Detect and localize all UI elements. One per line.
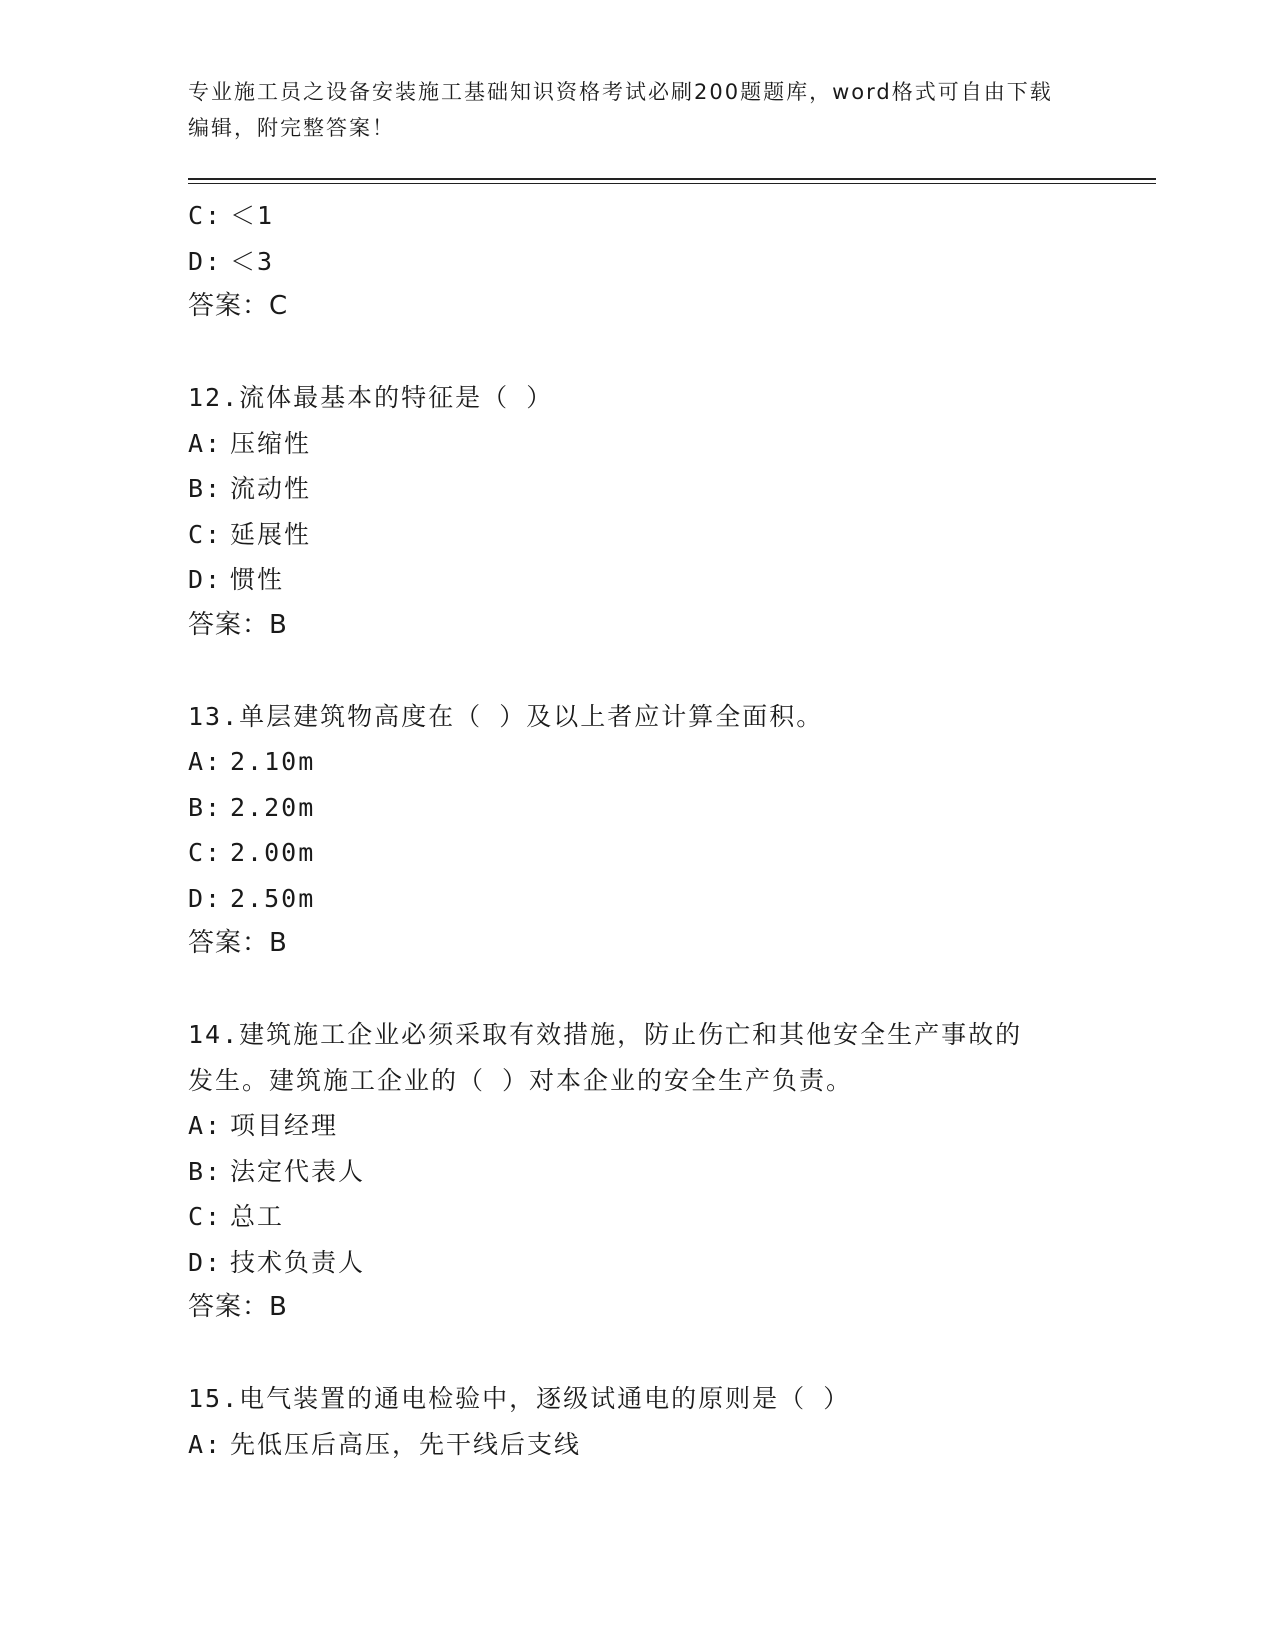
- option-b: B: 流动性: [188, 474, 312, 503]
- question-block-12: [188, 375, 1088, 648]
- answer-line: 答案：B: [188, 1292, 288, 1322]
- option-c: C: ＜1: [188, 201, 275, 230]
- question-stem: 12.流体最基本的特征是（ ）: [188, 383, 554, 412]
- option-d: D: 2.50m: [188, 883, 316, 913]
- question-block-14: [188, 1012, 1088, 1331]
- header-divider-thin: [188, 183, 1156, 184]
- option-a: A: 项目经理: [188, 1111, 339, 1140]
- option-a: A: 先低压后高压，先干线后支线: [188, 1429, 582, 1459]
- question-stem: 13.单层建筑物高度在（ ）及以上者应计算全面积。: [188, 701, 824, 731]
- question-stem-line-1: 14.建筑施工企业必须采取有效措施，防止伤亡和其他安全生产事故的: [188, 1020, 1023, 1049]
- question-block-partial: [188, 193, 1088, 330]
- option-a: A: 2.10m: [188, 747, 316, 776]
- option-d: D: ＜3: [188, 246, 275, 276]
- spacer: [188, 967, 1088, 1013]
- option-d: D: 惯性: [188, 565, 285, 594]
- spacer: [188, 330, 1088, 376]
- option-a: A: 压缩性: [188, 428, 312, 458]
- question-block-13: [188, 694, 1088, 967]
- question-block-15: [188, 1376, 1088, 1467]
- spacer: [188, 648, 1088, 694]
- question-stem: 15.电气装置的通电检验中，逐级试通电的原则是（ ）: [188, 1384, 851, 1413]
- answer-line: 答案：C: [188, 291, 289, 321]
- option-c: C: 2.00m: [188, 838, 316, 867]
- option-c: C: 总工: [188, 1202, 285, 1231]
- document-header: [188, 74, 1068, 146]
- question-list: [188, 193, 1088, 1467]
- header-divider-thick: [188, 178, 1156, 180]
- header-title: 专业施工员之设备安装施工基础知识资格考试必刷200题题库，word格式可自由下载编辑，附完整答案！: [188, 80, 1053, 140]
- option-b: B: 法定代表人: [188, 1156, 366, 1186]
- option-c: C: 延展性: [188, 519, 312, 549]
- answer-line: 答案：B: [188, 928, 288, 958]
- question-stem-line-2: 发生。建筑施工企业的（ ）对本企业的安全生产负责。: [188, 1065, 854, 1095]
- option-d: D: 技术负责人: [188, 1247, 366, 1277]
- option-b: B: 2.20m: [188, 792, 316, 822]
- spacer: [188, 1331, 1088, 1377]
- answer-line: 答案：B: [188, 609, 288, 640]
